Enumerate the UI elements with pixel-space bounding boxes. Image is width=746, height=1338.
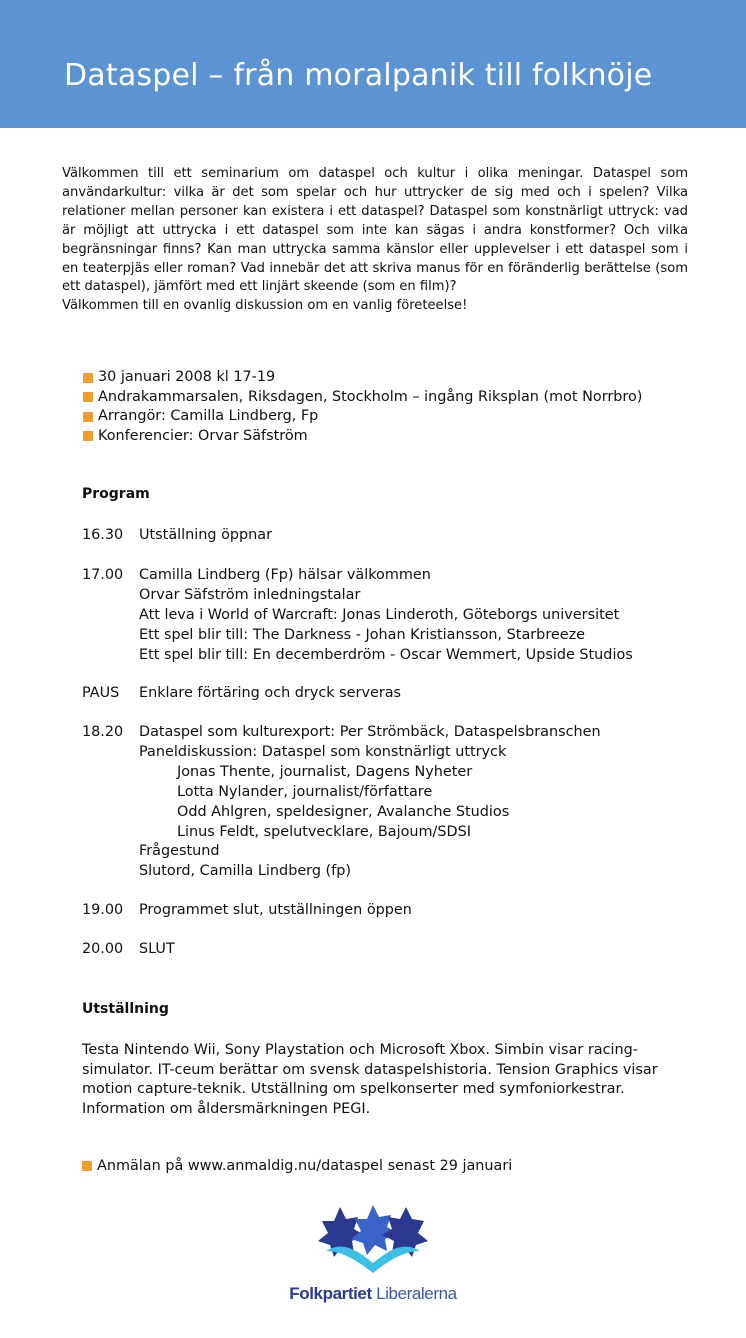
exhibition-heading: Utställning: [82, 1001, 169, 1017]
intro-closing: Välkommen till en ovanlig diskussion om en vanlig företeelse!: [62, 298, 468, 314]
header-banner: [0, 0, 746, 128]
program-heading: Program: [82, 486, 150, 502]
program-time: 17.00: [82, 567, 124, 583]
event-details: [83, 368, 723, 446]
exhibition-text: Testa Nintendo Wii, Sony Playstation och Microsoft Xbox. Simbin visar racing-simulator. IT-ceum berättar om svensk dataspelshistoria. Tension Graphics visar motion capture-teknik. Utställning om spelkonserter med symfoniorkestrar. Information om åldersmärkningen PEGI.: [82, 1042, 658, 1117]
intro-paragraph: Välkommen till ett seminarium om dataspel och kultur i olika meningar. Dataspel som användarkultur: vilka är det som spelar och hur uttrycker de sig med och i spelen? Vilka relationer mellan personer kan existera i ett dataspel? Dataspel som konstnärligt uttryck: vad är möjligt att uttrycka i ett dataspel som inte kan sägas i andra konstformer? Och vilka begränsningar finns? Kan man uttrycka samma känslor eller upplevelser i ett dataspel som i en teaterpjäs eller roman? Vad innebär det att skriva manus för en föränderlig berättelse (som ett dataspel), jämfört med ett linjärt skeende (som en film)?: [62, 166, 688, 295]
bullet-square-icon: [83, 392, 93, 402]
panel-member: Lotta Nylander, journalist/författare: [177, 783, 433, 800]
panel-member: Jonas Thente, journalist, Dagens Nyheter: [177, 763, 473, 780]
program-time: 20.00: [82, 941, 124, 957]
bullet-square-icon: [82, 1161, 92, 1171]
signup-text: Anmälan på www.anmaldig.nu/dataspel senast 29 januari: [97, 1158, 513, 1174]
program-line: Enklare förtäring och dryck serveras: [139, 685, 402, 701]
detail-organizer: Arrangör: Camilla Lindberg, Fp: [83, 407, 723, 427]
program-line: Paneldiskussion: Dataspel som konstnärligt uttryck: [139, 743, 507, 760]
program-line: Camilla Lindberg (Fp) hälsar välkommen: [139, 567, 431, 583]
program-line: Frågestund: [139, 843, 220, 860]
program-line: Ett spel blir till: The Darkness - Johan Kristiansson, Starbreeze: [139, 626, 586, 643]
logo-wave-icon: [326, 1247, 420, 1273]
program-time: 19.00: [82, 902, 124, 918]
program-time: 16.30: [82, 527, 124, 543]
panel-member: Linus Feldt, spelutvecklare, Bajoum/SDSI: [177, 823, 471, 840]
program-line: Programmet slut, utställningen öppen: [139, 902, 412, 918]
detail-date: 30 januari 2008 kl 17-19: [83, 368, 723, 388]
logo-star-icon: [351, 1205, 397, 1255]
detail-host: Konferencier: Orvar Säfström: [83, 427, 723, 447]
party-logo-text: Folkpartiet Liberalerna: [289, 1284, 457, 1303]
bullet-square-icon: [83, 431, 93, 441]
panel-member: Odd Ahlgren, speldesigner, Avalanche Studios: [177, 803, 510, 820]
program-line: Orvar Säfström inledningstalar: [139, 586, 361, 603]
program-line: Slutord, Camilla Lindberg (fp): [139, 863, 351, 880]
page-title: Dataspel – från moralpanik till folknöje: [64, 58, 653, 93]
program-line: Ett spel blir till: En decemberdröm - Oscar Wemmert, Upside Studios: [139, 646, 633, 663]
bullet-square-icon: [83, 373, 93, 383]
bullet-square-icon: [83, 412, 93, 422]
program-time: 18.20: [82, 724, 124, 740]
program-line: Dataspel som kulturexport: Per Strömbäck, Dataspelsbranschen: [139, 724, 601, 740]
intro-text: [62, 165, 688, 316]
signup-line: [82, 1158, 512, 1174]
program-line: SLUT: [139, 941, 175, 957]
detail-location: Andrakammarsalen, Riksdagen, Stockholm – ingång Riksplan (mot Norrbro): [83, 388, 723, 408]
program-line: Att leva i World of Warcraft: Jonas Linderoth, Göteborgs universitet: [139, 606, 620, 623]
party-logo-icon: [318, 1205, 428, 1275]
program-time: PAUS: [82, 685, 120, 701]
program-line: Utställning öppnar: [139, 527, 273, 543]
